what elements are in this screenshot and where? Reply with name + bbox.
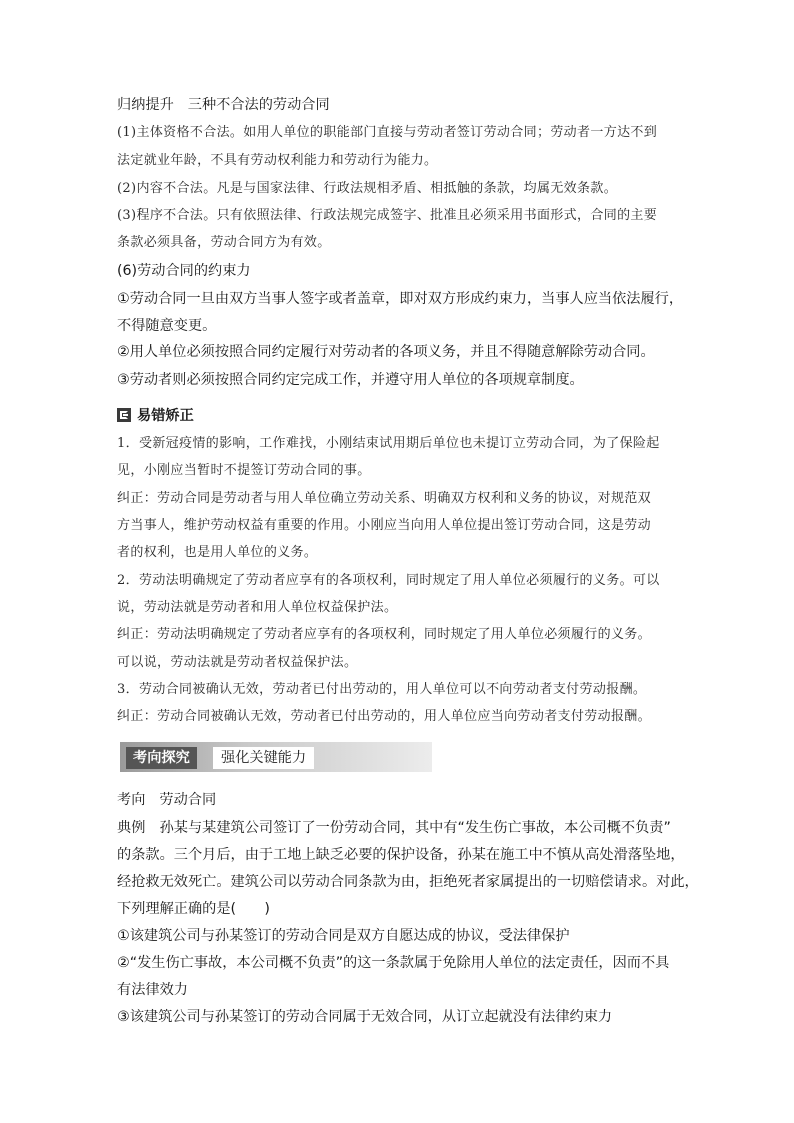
example-option: 有法律效力 (117, 982, 188, 998)
banner-light-label: 强化关键能力 (213, 747, 314, 769)
error-line: 纠正：劳动合同是劳动者与用人单位确立劳动关系、明确双方权利和义务的协议，对规范双 (117, 491, 652, 506)
summary-heading-title: 三种不合法的劳动合同 (187, 97, 330, 113)
binding-line: ②用人单位必须按照合同约定履行对劳动者的各项义务，并且不得随意解除劳动合同。 (117, 344, 655, 360)
error-line: 3．劳动合同被确认无效，劳动者已付出劳动的，用人单位可以不向劳动者支付劳动报酬。 (117, 682, 647, 697)
summary-line: (1)主体资格不合法。如用人单位的职能部门直接与劳动者签订劳动合同；劳动者一方达不到 (117, 125, 658, 140)
summary-heading (117, 95, 330, 115)
error-line: 纠正：劳动法明确规定了劳动者应享有的各项权利，同时规定了用人单位必须履行的义务。 (117, 627, 652, 642)
example-line: 经抢救无效死亡。建筑公司以劳动合同条款为由，拒绝死者家属提出的一切赔偿请求。对此， (117, 874, 699, 890)
binding-line: ①劳动合同一旦由双方当事人签字或者盖章，即对双方形成约束力，当事人应当依法履行， (117, 291, 684, 307)
error-line: 可以说，劳动法就是劳动者权益保护法。 (117, 655, 358, 670)
example-line: 典例 孙某与某建筑公司签订了一份劳动合同，其中有“发生伤亡事故，本公司概不负责” (117, 820, 671, 836)
direction-title: 劳动合同 (159, 792, 217, 808)
binding-title: (6)劳动合同的约束力 (117, 263, 251, 279)
error-line: 者的权利，也是用人单位的义务。 (117, 545, 318, 560)
binding-line: 不得随意变更。 (117, 318, 217, 334)
example-option: ②“发生伤亡事故，本公司概不负责”的这一条款属于免除用人单位的法定责任，因而不具 (117, 955, 670, 971)
example-option: ①该建筑公司与孙某签订的劳动合同是双方自愿达成的协议，受法律保护 (117, 928, 570, 944)
example-option: ③该建筑公司与孙某签订的劳动合同属于无效合同，从订立起就没有法律约束力 (117, 1009, 613, 1025)
binding-line: ③劳动者则必须按照合同约定完成工作，并遵守用人单位的各项规章制度。 (117, 372, 584, 388)
summary-line: (3)程序不合法。只有依照法律、行政法规完成签字、批准且必须采用书面形式，合同的主要 (117, 208, 658, 223)
error-line: 1．受新冠疫情的影响，工作难找，小刚结束试用期后单位也未提订立劳动合同，为了保险起 (117, 436, 660, 451)
errors-title: 易错矫正 (137, 408, 194, 424)
error-line: 说，劳动法就是劳动者和用人单位权益保护法。 (117, 600, 398, 615)
example-line: 的条款。三个月后，由于工地上缺乏必要的保护设备，孙某在施工中不慎从高处滑落坠地， (117, 847, 685, 863)
direction-heading (117, 790, 216, 810)
error-line: 见，小刚应当暂时不提签订劳动合同的事。 (117, 463, 371, 478)
summary-line: 法定就业年龄，不具有劳动权利能力和劳动行为能力。 (117, 153, 438, 168)
error-line: 方当事人，维护劳动权益有重要的作用。小刚应当向用人单位提出签订劳动合同，这是劳动 (117, 518, 652, 533)
error-line: 2．劳动法明确规定了劳动者应享有的各项权利，同时规定了用人单位必须履行的义务。可以 (117, 573, 660, 588)
correction-icon (117, 408, 131, 422)
summary-line: (2)内容不合法。凡是与国家法律、行政法规相矛盾、相抵触的条款，均属无效条款。 (117, 181, 618, 196)
error-line: 纠正：劳动合同被确认无效，劳动者已付出劳动的，用人单位应当向劳动者支付劳动报酬。 (117, 709, 652, 724)
section-banner (120, 742, 432, 772)
summary-line: 条款必须具备，劳动合同方为有效。 (117, 235, 331, 250)
banner-dark-label: 考向探究 (126, 747, 197, 769)
errors-heading (117, 405, 194, 425)
direction-label: 考向 (117, 792, 146, 808)
summary-heading-label: 归纳提升 (117, 97, 174, 113)
example-line: 下列理解正确的是( ) (117, 901, 270, 917)
